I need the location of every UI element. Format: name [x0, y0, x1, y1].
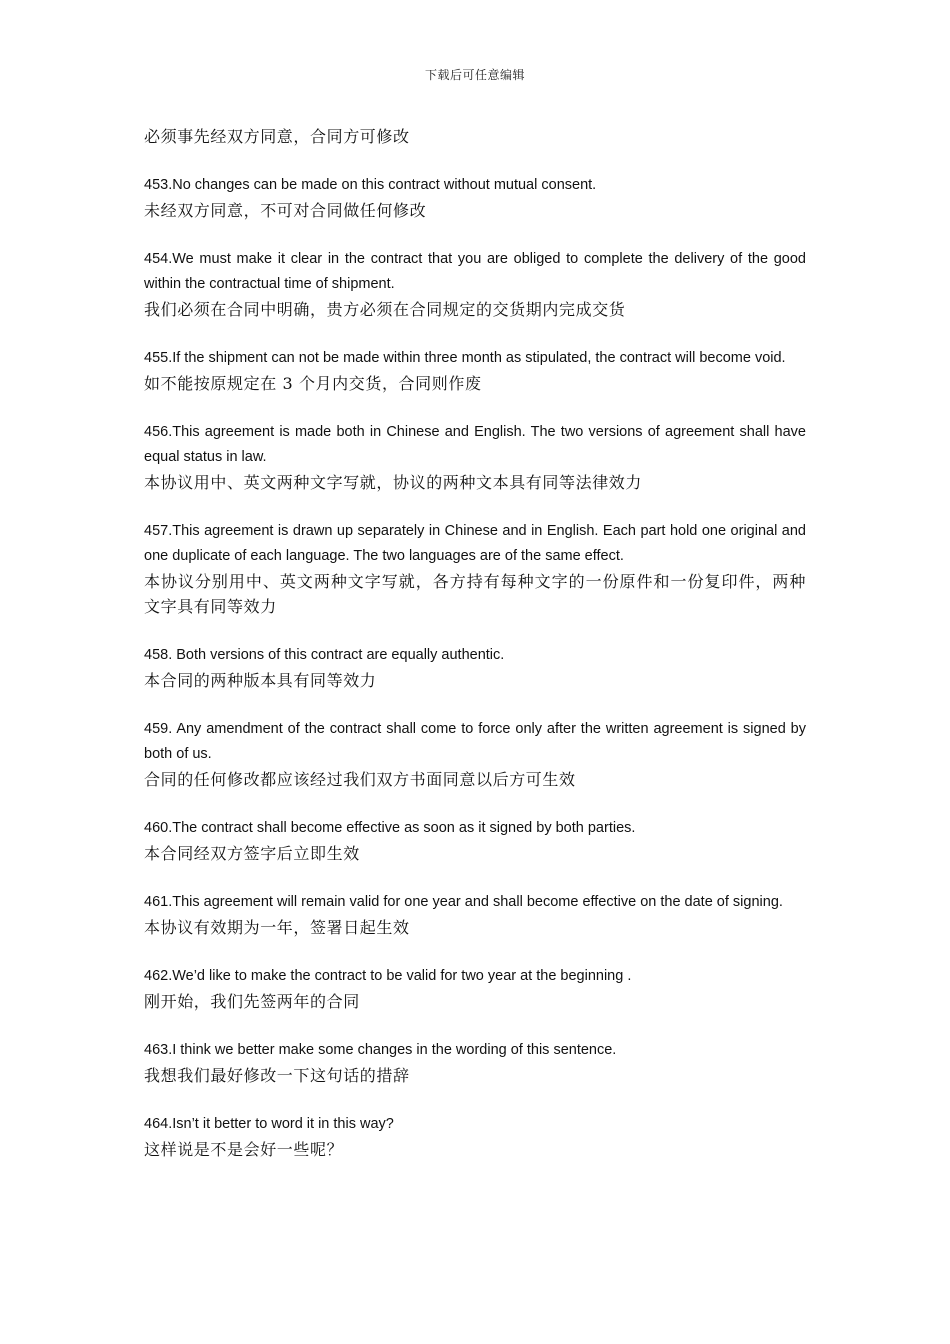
entry-english: 456.This agreement is made both in Chinese and English. The two versions of agreement shall have equal status in law. — [144, 424, 806, 465]
entry-460 — [144, 816, 806, 866]
entry-chinese: 如不能按原规定在 3 个月内交货，合同则作废 — [144, 374, 482, 393]
entry-english: 464.Isn’t it better to word it in this way? — [144, 1116, 394, 1132]
entry-chinese: 本协议有效期为一年，签署日起生效 — [144, 918, 410, 937]
entry-english: 462.We’d like to make the contract to be valid for two year at the beginning . — [144, 968, 632, 984]
entry-456 — [144, 420, 806, 495]
entry-chinese: 本协议用中、英文两种文字写就，协议的两种文本具有同等法律效力 — [144, 473, 643, 492]
entry-chinese: 刚开始，我们先签两年的合同 — [144, 992, 360, 1011]
document-body — [144, 124, 806, 1162]
entry-453 — [144, 173, 806, 223]
entry-chinese: 本协议分别用中、英文两种文字写就，各方持有每种文字的一份原件和一份复印件，两种文字具有同等效力 — [144, 572, 806, 616]
entry-chinese: 未经双方同意，不可对合同做任何修改 — [144, 201, 427, 220]
entry-455 — [144, 346, 806, 396]
lead-translation: 必须事先经双方同意，合同方可修改 — [144, 127, 410, 146]
entry-chinese: 本合同经双方签字后立即生效 — [144, 844, 360, 863]
entry-english: 460.The contract shall become effective as soon as it signed by both parties. — [144, 820, 636, 836]
entry-english: 458. Both versions of this contract are equally authentic. — [144, 647, 505, 663]
entry-chinese: 合同的任何修改都应该经过我们双方书面同意以后方可生效 — [144, 770, 576, 789]
entry-english: 455.If the shipment can not be made within three month as stipulated, the contract will become void. — [144, 350, 786, 366]
entry-english: 457.This agreement is drawn up separately in Chinese and in English. Each part hold one original and one duplicate of each language. The two languages are of the same effect. — [144, 523, 806, 564]
entry-english: 453.No changes can be made on this contract without mutual consent. — [144, 177, 597, 193]
entry-chinese: 这样说是不是会好一些呢？ — [144, 1140, 344, 1159]
entry-chinese: 我想我们最好修改一下这句话的措辞 — [144, 1066, 410, 1085]
entry-463 — [144, 1038, 806, 1088]
entry-454 — [144, 247, 806, 322]
entry-457 — [144, 519, 806, 619]
entry-english: 454.We must make it clear in the contract that you are obliged to complete the delivery of the good within the contractual time of shipment. — [144, 251, 806, 292]
page-header: 下载后可任意编辑 — [424, 68, 525, 82]
entry-english: 463.I think we better make some changes in the wording of this sentence. — [144, 1042, 617, 1058]
entry-english: 459. Any amendment of the contract shall come to force only after the written agreement is signed by both of us. — [144, 721, 806, 762]
entry-english: 461.This agreement will remain valid for one year and shall become effective on the date of signing. — [144, 894, 783, 910]
entry-459 — [144, 717, 806, 792]
entry-464 — [144, 1112, 806, 1162]
entry-462 — [144, 964, 806, 1014]
entry-chinese: 本合同的两种版本具有同等效力 — [144, 671, 377, 690]
entry-458 — [144, 643, 806, 693]
entry-chinese: 我们必须在合同中明确，贵方必须在合同规定的交货期内完成交货 — [144, 300, 626, 319]
entry-461 — [144, 890, 806, 940]
